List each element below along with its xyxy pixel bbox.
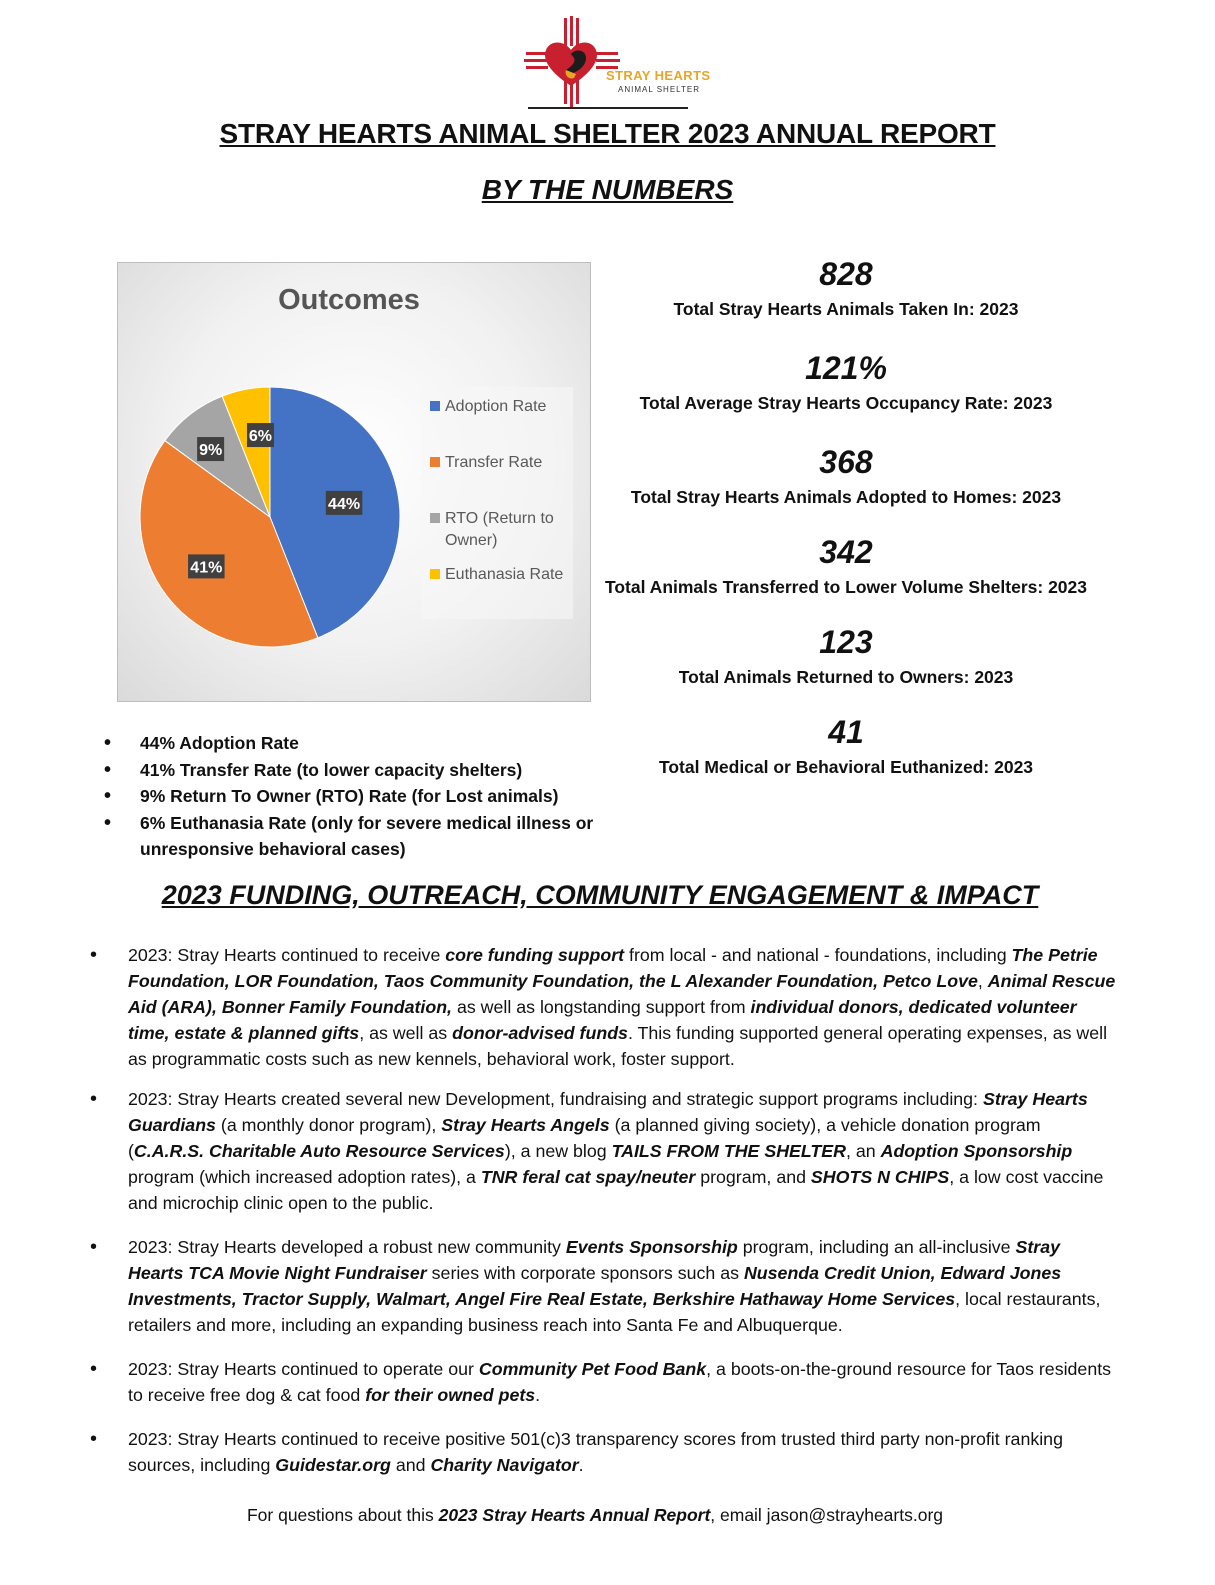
emphasis-text: The Petrie Foundation, LOR Foundation, Taos Community Foundation, the L Alexander Foundation, Petco Love xyxy=(128,945,1098,991)
chart-title: Outcomes xyxy=(278,284,420,316)
impact-item xyxy=(90,1356,1120,1408)
data-label: 44% xyxy=(328,495,361,513)
emphasis-text: Stray Hearts Guardians xyxy=(128,1089,1088,1135)
logo-divider xyxy=(528,107,688,109)
outcome-rate-item: • 41% Transfer Rate (to lower capacity shelters) xyxy=(104,757,604,784)
stat-value: 342 xyxy=(819,534,873,570)
legend-label: Euthanasia Rate xyxy=(445,566,564,583)
legend-swatch xyxy=(430,513,440,523)
body-text: (a planned giving society), a vehicle donation program ( xyxy=(128,1115,1041,1161)
stat-block xyxy=(596,442,1096,512)
body-text: , a boots-on-the-ground resource for Taos residents to receive free dog & cat food xyxy=(128,1359,1112,1405)
body-text: 2023: Stray Hearts continued to receive positive 501(c)3 transparency scores from trusted third party non-profit ranking sources, including xyxy=(128,1429,1063,1475)
legend-swatch xyxy=(430,401,440,411)
body-text: , email jason@strayhearts.org xyxy=(710,1505,944,1525)
emphasis-text: Stray Hearts TCA Movie Night Fundraiser xyxy=(128,1237,1060,1283)
stat-label: Total Stray Hearts Animals Taken In: 2023 xyxy=(673,299,1019,319)
impact-item xyxy=(90,1234,1120,1338)
emphasis-text: C.A.R.S. Charitable Auto Resource Services xyxy=(133,1141,505,1161)
zia-heart-dog-icon xyxy=(520,14,690,110)
data-label: 6% xyxy=(248,428,273,446)
stat-label: Total Animals Returned to Owners: 2023 xyxy=(678,667,1014,687)
outcome-rate-item: • 44% Adoption Rate xyxy=(104,730,604,757)
stat-block xyxy=(596,348,1096,418)
stat-label: Total Medical or Behavioral Euthanized: 2023 xyxy=(658,757,1034,777)
body-text: and xyxy=(390,1455,431,1475)
body-text: 2023: Stray Hearts continued to operate our xyxy=(128,1359,479,1379)
stat-value: 368 xyxy=(819,444,873,480)
footer-contact xyxy=(0,1505,1190,1526)
legend-label: Adoption Rate xyxy=(445,398,547,415)
stray-hearts-logo xyxy=(520,14,711,110)
body-text: , a low cost vaccine and microchip clinic open to the public. xyxy=(128,1167,1104,1213)
outcomes-chart xyxy=(117,262,591,702)
data-label: 9% xyxy=(199,442,223,460)
body-text: . xyxy=(535,1385,541,1405)
body-text: as well as longstanding support from xyxy=(452,997,751,1017)
stat-block xyxy=(596,622,1096,692)
emphasis-text: core funding support xyxy=(445,945,625,965)
emphasis-text: 2023 Stray Hearts Annual Report xyxy=(438,1505,711,1525)
stat-label: Total Average Stray Hearts Occupancy Rate: 2023 xyxy=(639,393,1053,413)
body-text: series with corporate sponsors such as xyxy=(426,1263,744,1283)
emphasis-text: Adoption Sponsorship xyxy=(880,1141,1073,1161)
body-text: . xyxy=(578,1455,584,1475)
impact-item xyxy=(90,942,1120,1072)
emphasis-text: SHOTS N CHIPS xyxy=(810,1167,950,1187)
impact-list xyxy=(90,942,1120,1478)
body-text: , as well as xyxy=(359,1023,453,1043)
body-text: program, and xyxy=(695,1167,811,1187)
legend-label: RTO (Return to xyxy=(445,510,554,527)
emphasis-text: Community Pet Food Bank xyxy=(478,1359,707,1379)
body-text: from local - and national - foundations, including xyxy=(624,945,1012,965)
stat-value: 828 xyxy=(819,256,873,292)
body-text: , xyxy=(977,971,988,991)
stat-block xyxy=(596,532,1096,602)
impact-item xyxy=(90,1426,1120,1478)
emphasis-text: TNR feral cat spay/neuter xyxy=(480,1167,696,1187)
report-title: STRAY HEARTS ANIMAL SHELTER 2023 ANNUAL REPORT xyxy=(219,118,996,149)
stat-block xyxy=(596,712,1096,782)
impact-item xyxy=(90,1086,1120,1216)
legend-swatch xyxy=(430,569,440,579)
body-text: 2023: Stray Hearts continued to receive xyxy=(128,945,446,965)
body-text: program (which increased adoption rates), a xyxy=(128,1167,481,1187)
outcome-rate-item: • 9% Return To Owner (RTO) Rate (for Lost animals) xyxy=(104,783,604,810)
logo-brand-subtitle: ANIMAL SHELTER xyxy=(618,85,701,94)
emphasis-text: Nusenda Credit Union, Edward Jones Investments, Tractor Supply, Walmart, Angel Fire Real Estate, Berkshire Hathaway Home Services xyxy=(128,1263,1062,1309)
emphasis-text: for their owned pets xyxy=(365,1385,536,1405)
emphasis-text: Animal Rescue Aid (ARA), Bonner Family Foundation, xyxy=(128,971,1116,1017)
data-label: 41% xyxy=(190,559,223,577)
body-text: 2023: Stray Hearts created several new Development, fundraising and strategic support programs including: xyxy=(128,1089,983,1109)
emphasis-text: donor-advised funds xyxy=(452,1023,628,1043)
body-text: (a monthly donor program), xyxy=(215,1115,442,1135)
outcome-rate-item: • 6% Euthanasia Rate (only for severe medical illness or unresponsive behavioral cases) xyxy=(104,810,604,863)
stat-value: 121% xyxy=(805,350,887,386)
body-text: , an xyxy=(846,1141,881,1161)
legend-area xyxy=(421,387,573,619)
body-text: 2023: Stray Hearts developed a robust new community xyxy=(128,1237,566,1257)
stat-value: 123 xyxy=(819,624,873,660)
report-subtitle: BY THE NUMBERS xyxy=(481,174,734,205)
emphasis-text: Charity Navigator xyxy=(430,1455,579,1475)
body-text: . This funding supported general operating expenses, as well as programmatic costs such as new kennels, behavioral work, foster support. xyxy=(128,1023,1108,1069)
emphasis-text: Events Sponsorship xyxy=(565,1237,738,1257)
outcomes-chart-svg xyxy=(118,263,590,701)
emphasis-text: TAILS FROM THE SHELTER xyxy=(611,1141,846,1161)
body-text: For questions about this xyxy=(246,1505,439,1525)
legend-label: Transfer Rate xyxy=(445,454,543,471)
body-text: program, including an all-inclusive xyxy=(737,1237,1016,1257)
stat-block xyxy=(596,254,1096,324)
stats-column xyxy=(596,254,1096,782)
impact-section-heading: 2023 FUNDING, OUTREACH, COMMUNITY ENGAGEMENT & IMPACT xyxy=(161,880,1039,910)
stat-label: Total Animals Transferred to Lower Volume Shelters: 2023 xyxy=(604,577,1088,597)
body-text: ), a new blog xyxy=(504,1141,612,1161)
stat-value: 41 xyxy=(828,714,864,750)
logo-brand-name: STRAY HEARTS xyxy=(606,68,711,83)
legend-label: Owner) xyxy=(445,532,498,549)
emphasis-text: individual donors, dedicated volunteer time, estate & planned gifts xyxy=(128,997,1077,1043)
body-text: , local restaurants, retailers and more, including an expanding business reach into Santa Fe and Albuquerque. xyxy=(128,1289,1101,1335)
stat-label: Total Stray Hearts Animals Adopted to Homes: 2023 xyxy=(630,487,1062,507)
legend-swatch xyxy=(430,457,440,467)
emphasis-text: Guidestar.org xyxy=(275,1455,391,1475)
outcome-rates-list xyxy=(104,730,604,863)
emphasis-text: Stray Hearts Angels xyxy=(441,1115,610,1135)
